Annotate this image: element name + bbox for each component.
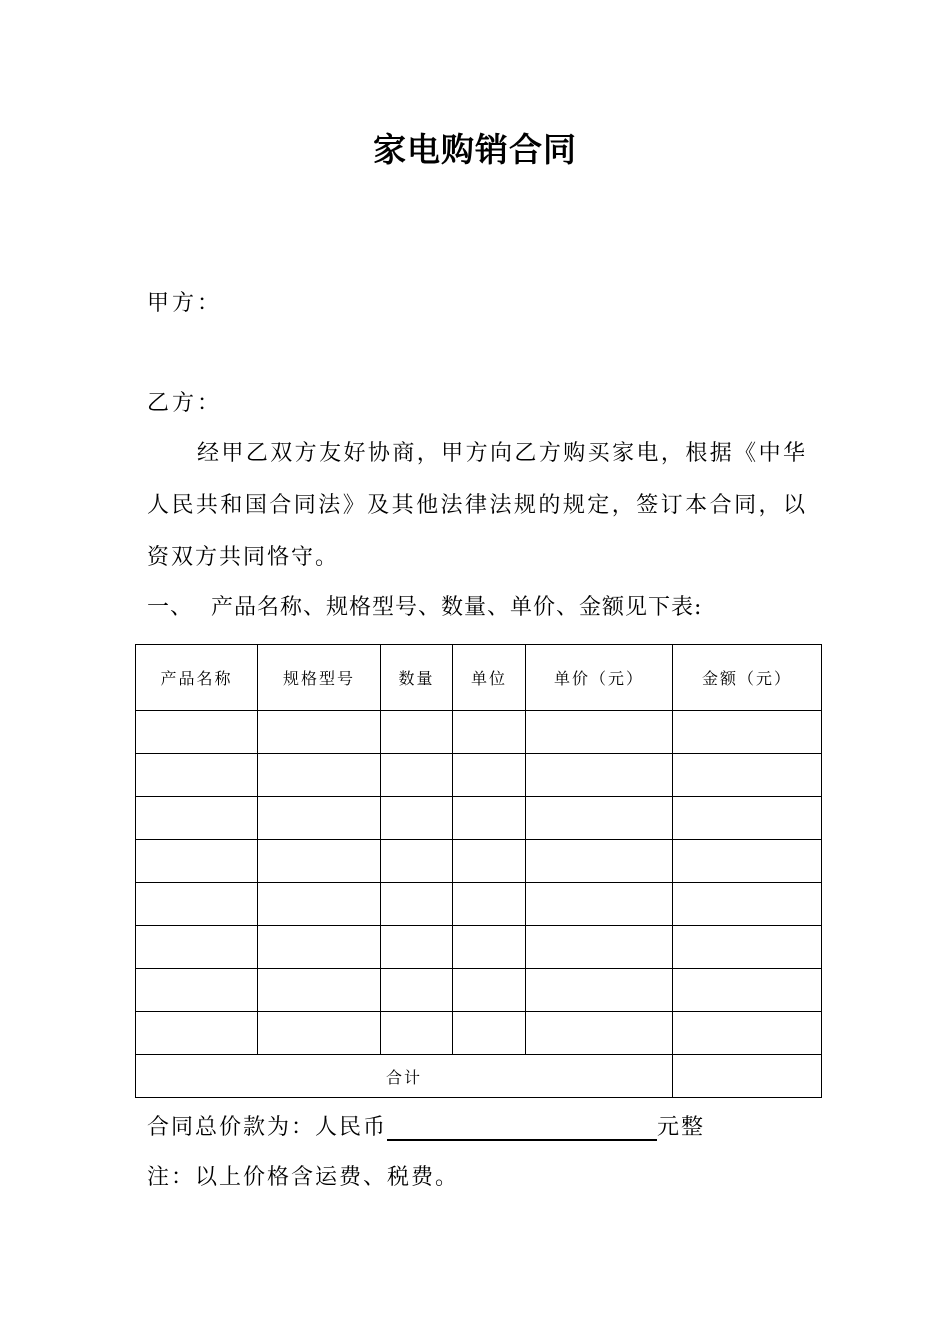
table-cell[interactable] [673, 1012, 822, 1055]
header-amount: 金额（元） [673, 645, 822, 711]
table-cell[interactable] [453, 969, 526, 1012]
table-cell[interactable] [258, 711, 381, 754]
table-cell[interactable] [258, 797, 381, 840]
table-cell[interactable] [136, 797, 258, 840]
table-cell[interactable] [673, 840, 822, 883]
table-row [136, 1012, 822, 1055]
table-row [136, 969, 822, 1012]
table-cell[interactable] [136, 926, 258, 969]
table-cell[interactable] [453, 797, 526, 840]
total-price-line [147, 1110, 705, 1141]
table-cell[interactable] [258, 754, 381, 797]
table-cell[interactable] [381, 840, 453, 883]
goods-table [135, 644, 822, 1098]
table-cell[interactable] [136, 883, 258, 926]
table-cell[interactable] [673, 926, 822, 969]
table-cell[interactable] [453, 754, 526, 797]
table-cell[interactable] [673, 969, 822, 1012]
table-cell[interactable] [136, 840, 258, 883]
total-price-prefix: 合同总价款为：人民币 [147, 1115, 388, 1140]
table-body [136, 711, 822, 1055]
table-cell[interactable] [453, 840, 526, 883]
table-header-row [136, 645, 822, 711]
table-total-row [136, 1055, 822, 1098]
header-quantity: 数量 [381, 645, 453, 711]
table-cell[interactable] [258, 969, 381, 1012]
intro-paragraph: 经甲乙双方友好协商，甲方向乙方购买家电，根据《中华人民共和国合同法》及其他法律法规的规定，签订本合同，以资双方共同恪守。 [147, 441, 807, 570]
table-row [136, 711, 822, 754]
table-cell[interactable] [258, 1012, 381, 1055]
table-cell[interactable] [381, 926, 453, 969]
header-unit: 单位 [453, 645, 526, 711]
party-a-label: 甲方： [147, 291, 223, 316]
table-cell[interactable] [526, 926, 673, 969]
table-cell[interactable] [258, 883, 381, 926]
party-b-label: 乙方： [147, 391, 223, 416]
table-cell[interactable] [381, 1012, 453, 1055]
table-cell[interactable] [673, 797, 822, 840]
table-cell[interactable] [526, 754, 673, 797]
table-cell[interactable] [526, 969, 673, 1012]
table-cell[interactable] [381, 754, 453, 797]
header-product-name: 产品名称 [136, 645, 258, 711]
section-1-number: 一、 [147, 595, 194, 620]
section-1-heading [147, 590, 702, 621]
header-spec-model: 规格型号 [258, 645, 381, 711]
table-cell[interactable] [453, 1012, 526, 1055]
total-price-blank[interactable] [387, 1113, 657, 1141]
table-cell[interactable] [136, 969, 258, 1012]
table-cell[interactable] [453, 711, 526, 754]
total-label: 合计 [136, 1055, 673, 1098]
table-cell[interactable] [526, 711, 673, 754]
total-amount-cell[interactable] [673, 1055, 822, 1098]
section-1-text: 产品名称、规格型号、数量、单价、金额见下表: [211, 595, 703, 620]
table-cell[interactable] [258, 926, 381, 969]
table-cell[interactable] [526, 1012, 673, 1055]
table-row [136, 926, 822, 969]
table-cell[interactable] [526, 797, 673, 840]
table-cell[interactable] [453, 926, 526, 969]
total-price-suffix: 元整 [657, 1115, 706, 1140]
table-cell[interactable] [381, 969, 453, 1012]
table-cell[interactable] [453, 883, 526, 926]
table-cell[interactable] [381, 711, 453, 754]
table-cell[interactable] [136, 1012, 258, 1055]
table-row [136, 883, 822, 926]
table-cell[interactable] [673, 754, 822, 797]
table-row [136, 840, 822, 883]
table-cell[interactable] [136, 754, 258, 797]
table-cell[interactable] [258, 840, 381, 883]
table-cell[interactable] [673, 883, 822, 926]
header-unit-price: 单价（元） [526, 645, 673, 711]
table-row [136, 754, 822, 797]
page-title: 家电购销合同 [373, 130, 577, 169]
table-cell[interactable] [673, 711, 822, 754]
table-cell[interactable] [526, 840, 673, 883]
table-cell[interactable] [381, 883, 453, 926]
price-note: 注：以上价格含运费、税费。 [147, 1165, 460, 1190]
table-cell[interactable] [526, 883, 673, 926]
table-cell[interactable] [136, 711, 258, 754]
table-cell[interactable] [381, 797, 453, 840]
table-row [136, 797, 822, 840]
